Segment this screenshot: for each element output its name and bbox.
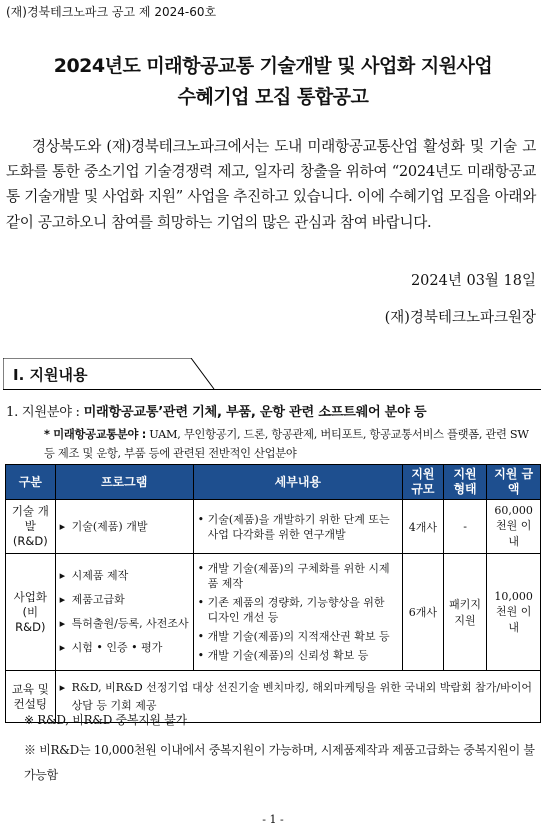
table-header-row bbox=[6, 465, 541, 500]
cell-type: - bbox=[443, 500, 487, 554]
cell-type: 패키지 지원 bbox=[443, 554, 487, 671]
cell-scale: 4개사 bbox=[403, 500, 444, 554]
notice-number: (재)경북테크노파크 공고 제 2024-60호 bbox=[6, 5, 217, 19]
detail-item: • 기존 제품의 경량화, 기능향상을 위한 디자인 개선 등 bbox=[198, 595, 398, 625]
cell-program bbox=[55, 554, 193, 671]
detail-item: • 기술(제품)을 개발하기 위한 단계 또는 사업 다각화를 위한 연구개발 bbox=[198, 512, 398, 542]
issuer-name: (재)경북테크노파크원장 bbox=[384, 310, 536, 326]
cell-category: 사업화 (비R&D) bbox=[6, 554, 56, 671]
header-amount: 지원 금액 bbox=[487, 465, 541, 500]
announcement-date: 2024년 03월 18일 bbox=[410, 273, 536, 289]
table-row-commercialization bbox=[6, 554, 541, 671]
footnote-1: ※ R&D, 비R&D 중복지원 불가 bbox=[24, 713, 187, 727]
cell-scale: 6개사 bbox=[403, 554, 444, 671]
intro-paragraph: 경상북도와 (재)경북테크노파크에서는 도내 미래항공교통산업 활성화 및 기술 고도화를 통한 중소기업 기술경쟁력 제고, 일자리 창출을 위하여 “2024년도 미래항공교통 기술개발 및 사업화 지원” 사업을 추진하고 있습니다. 이에 수혜기업 모집을 아래와 같이 공고하오니 참여를 희망하는 기업의 많은 관심과 참여 바랍니다. bbox=[6, 138, 536, 231]
table-row-rnd bbox=[6, 500, 541, 554]
detail-item: • 개발 기술(제품)의 신뢰성 확보 등 bbox=[198, 648, 398, 663]
detail-item: • 개발 기술(제품)의 구체화를 위한 시제품 제작 bbox=[198, 561, 398, 591]
detail-item: • 개발 기술(제품)의 지적재산권 확보 등 bbox=[198, 629, 398, 644]
section-divider bbox=[3, 389, 541, 390]
cell-program bbox=[55, 500, 193, 554]
cell-amount: 10,000 천원 이내 bbox=[487, 554, 541, 671]
header-category: 구분 bbox=[6, 465, 56, 500]
program-item: ▸ R&D, 비R&D 선정기업 대상 선진기술 벤치마킹, 해외마케팅을 위한 국내외 박람회 참가/바이어상담 등 기회 제공 bbox=[60, 679, 536, 715]
page-title-line1: 2024년도 미래항공교통 기술개발 및 사업화 지원사업 bbox=[53, 55, 493, 77]
footnote-2: ※ 비R&D는 10,000천원 이내에서 중복지원이 가능하며, 시제품제작과 제품고급화는 중복지원이 불가능함 bbox=[24, 743, 535, 782]
page-number: - 1 - bbox=[262, 813, 284, 826]
cell-amount: 60,000 천원 이내 bbox=[487, 500, 541, 554]
program-item: ▸ 기술(제품) 개발 bbox=[60, 515, 189, 539]
header-type: 지원 형태 bbox=[443, 465, 487, 500]
support-field-content: 미래항공교통’관련 기체, 부품, 운항 관련 소프트웨어 분야 등 bbox=[83, 405, 427, 420]
program-item: ▸ 시험 • 인증 • 평가 bbox=[60, 636, 189, 660]
program-item: ▸ 특허출원/등록, 사전조사 bbox=[60, 612, 189, 636]
section-label: Ⅰ. 지원내용 bbox=[13, 366, 88, 384]
cell-details bbox=[193, 554, 402, 671]
cell-details bbox=[193, 500, 402, 554]
support-field-item bbox=[6, 401, 426, 420]
definition-key: * 미래항공교통분야 : bbox=[44, 428, 146, 441]
cell-category: 교육 및 컨설팅 bbox=[6, 671, 56, 723]
section-header bbox=[3, 358, 215, 390]
program-item: ▸ 시제품 제작 bbox=[60, 564, 189, 588]
header-scale: 지원 규모 bbox=[403, 465, 444, 500]
program-item: ▸ 제품고급화 bbox=[60, 588, 189, 612]
header-details: 세부내용 bbox=[193, 465, 402, 500]
header-program: 프로그램 bbox=[55, 465, 193, 500]
definition-text: UAM, 무인항공기, 드론, 항공관제, 버티포트, 항공교통서비스 플랫폼, 관련 SW 등 제조 및 운항, 부품 등에 관련된 전반적인 산업분야 bbox=[44, 428, 529, 460]
cell-category: 기술 개발 (R&D) bbox=[6, 500, 56, 554]
page-title-line2: 수혜기업 모집 통합공고 bbox=[177, 86, 369, 108]
field-definition-note bbox=[44, 425, 536, 463]
support-table bbox=[5, 464, 541, 723]
support-field-prefix: 1. 지원분야 : bbox=[6, 405, 80, 420]
